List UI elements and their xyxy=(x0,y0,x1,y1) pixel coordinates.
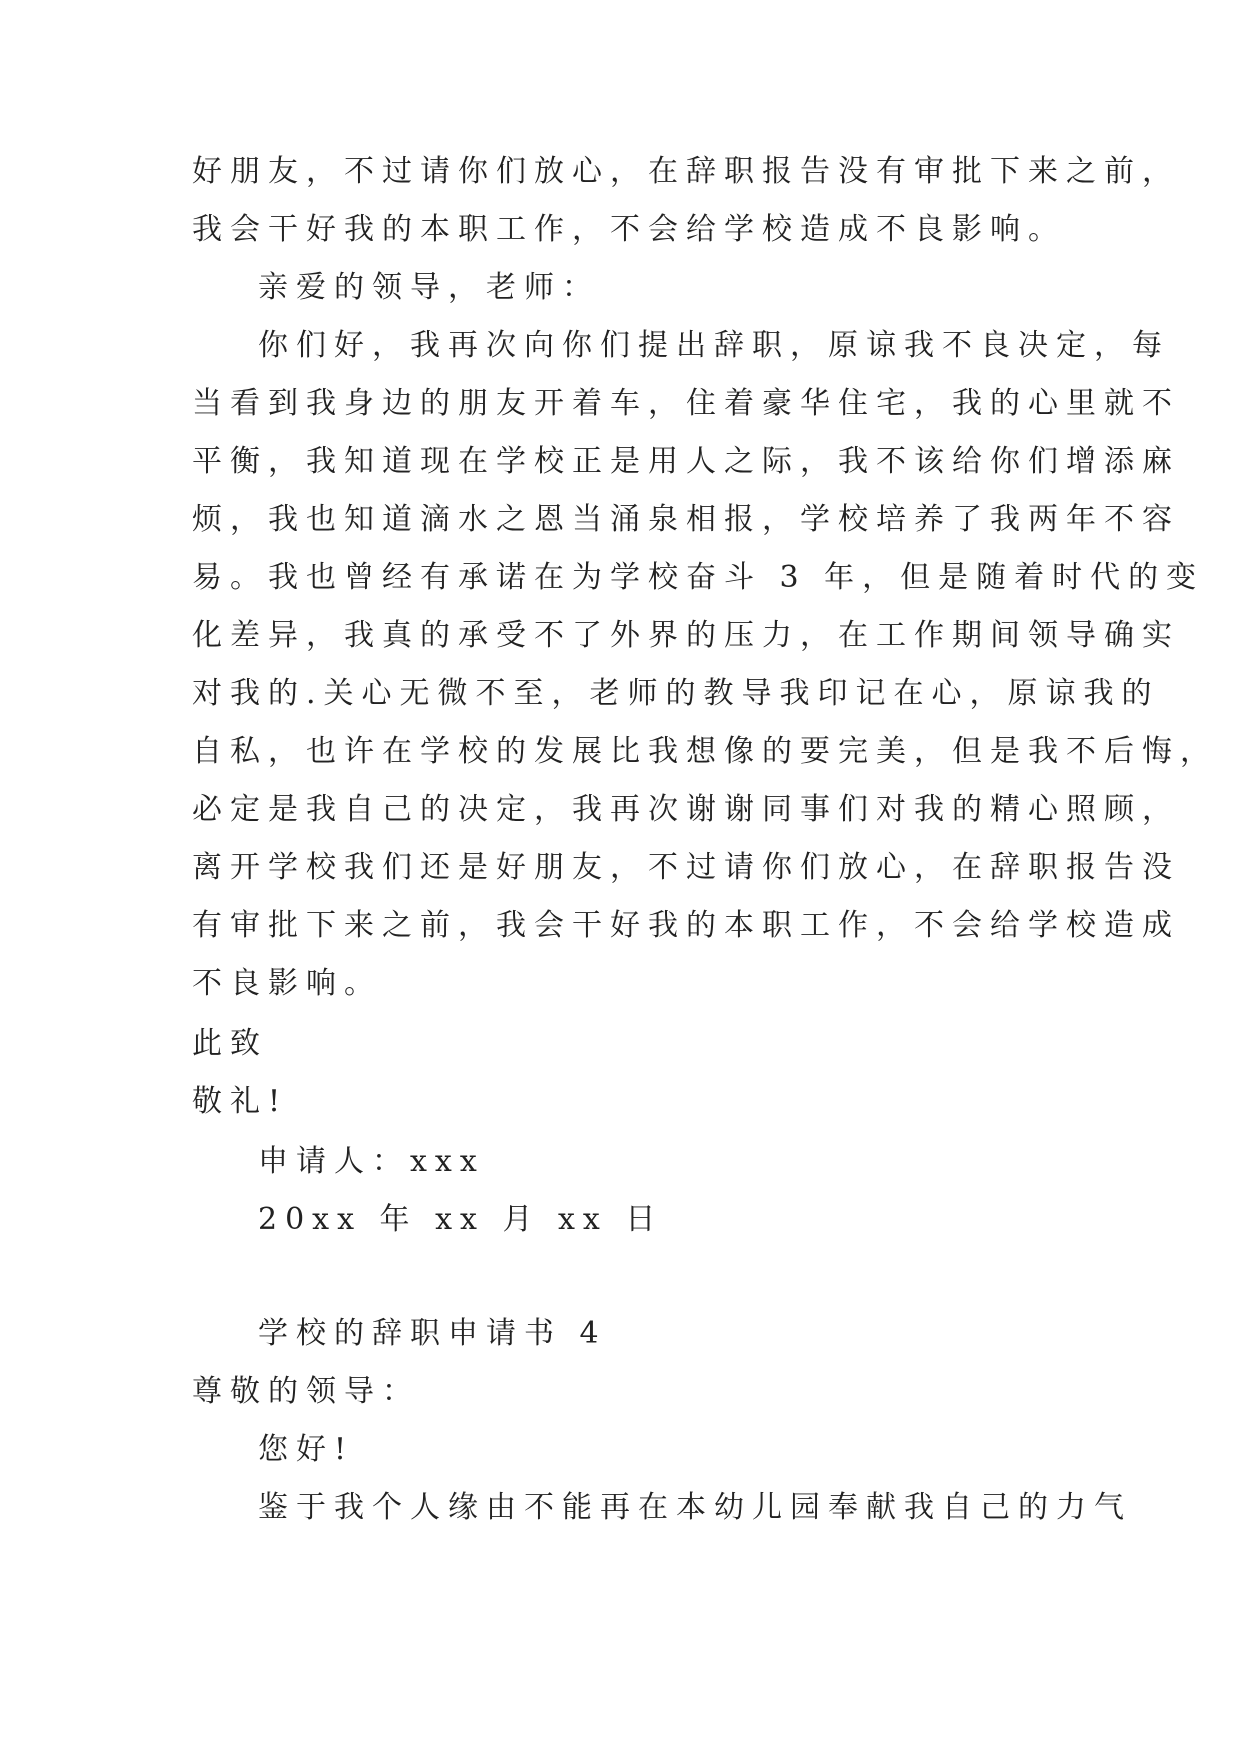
paragraph-line: 自私，也许在学校的发展比我想像的要完美，但是我不后悔， xyxy=(192,734,1218,769)
paragraph-line: 对我的.关心无微不至，老师的教导我印记在心，原谅我的 xyxy=(192,676,1160,711)
applicant-signature: 申请人：xxx xyxy=(258,1144,485,1179)
paragraph-line: 好朋友，不过请你们放心，在辞职报告没有审批下来之前， xyxy=(192,154,1180,189)
paragraph-line: 当看到我身边的朋友开着车，住着豪华住宅，我的心里就不 xyxy=(192,386,1180,421)
paragraph-line: 烦，我也知道滴水之恩当涌泉相报，学校培养了我两年不容 xyxy=(192,502,1180,537)
greeting: 您好! xyxy=(258,1432,355,1467)
paragraph-line: 化差异，我真的承受不了外界的压力，在工作期间领导确实 xyxy=(192,618,1180,653)
paragraph-line: 不良影响。 xyxy=(192,966,382,1001)
salutation: 尊敬的领导： xyxy=(192,1374,420,1409)
paragraph-line: 必定是我自己的决定，我再次谢谢同事们对我的精心照顾， xyxy=(192,792,1180,827)
paragraph-line: 平衡，我知道现在学校正是用人之际，我不该给你们增添麻 xyxy=(192,444,1180,479)
paragraph-line: 你们好，我再次向你们提出辞职，原谅我不良决定，每 xyxy=(258,328,1170,363)
closing-line: 此致 xyxy=(192,1026,268,1061)
paragraph-line: 易。我也曾经有承诺在为学校奋斗 3 年，但是随着时代的变 xyxy=(192,560,1205,595)
paragraph-line: 有审批下来之前，我会干好我的本职工作，不会给学校造成 xyxy=(192,908,1180,943)
paragraph-line: 离开学校我们还是好朋友，不过请你们放心，在辞职报告没 xyxy=(192,850,1180,885)
salutation: 亲爱的领导，老师： xyxy=(258,270,600,305)
section-title: 学校的辞职申请书 4 xyxy=(258,1316,607,1351)
paragraph-line: 我会干好我的本职工作，不会给学校造成不良影响。 xyxy=(192,212,1066,247)
date-line: 20xx 年 xx 月 xx 日 xyxy=(258,1202,664,1237)
closing-line: 敬礼! xyxy=(192,1084,289,1119)
paragraph-line: 鉴于我个人缘由不能再在本幼儿园奉献我自己的力气 xyxy=(258,1490,1132,1525)
